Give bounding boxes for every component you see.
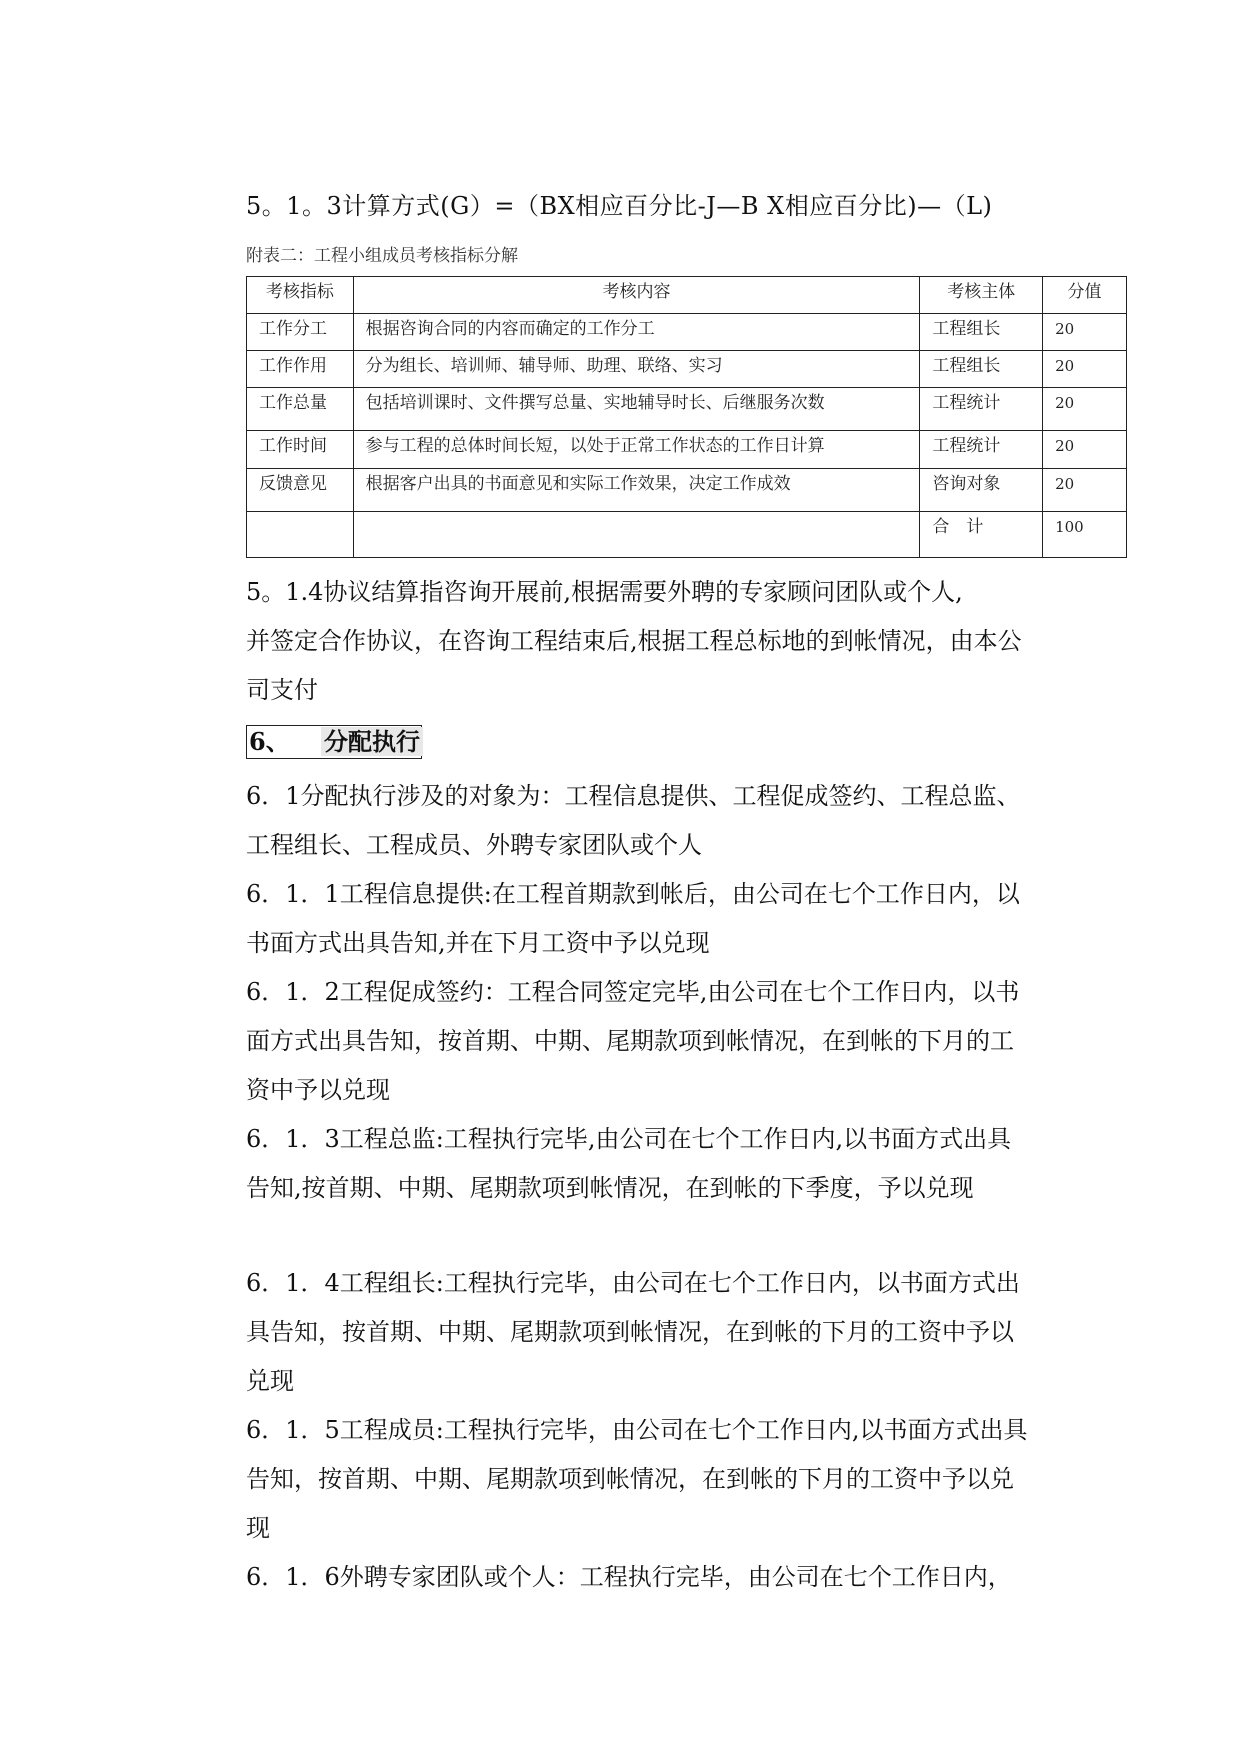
paragraph-line: 司支付 — [246, 676, 318, 704]
section-6-1 — [246, 772, 1046, 870]
cell-content: 分为组长、培训师、辅导师、助理、联络、实习 — [353, 351, 920, 388]
section-6-1-2 — [246, 968, 1046, 1115]
heading-number: 6、 — [249, 727, 290, 756]
table-row — [247, 351, 1127, 388]
total-label: 合 计 — [920, 512, 1043, 558]
cell-empty — [353, 512, 920, 558]
header-indicator: 考核指标 — [247, 277, 354, 314]
table-row — [247, 314, 1127, 351]
header-subject: 考核主体 — [920, 277, 1043, 314]
cell-score: 20 — [1043, 388, 1127, 431]
section-6-1-3 — [246, 1115, 1046, 1213]
header-content: 考核内容 — [353, 277, 920, 314]
cell-score: 20 — [1043, 431, 1127, 469]
total-value: 100 — [1043, 512, 1127, 558]
table-row — [247, 431, 1127, 469]
paragraph-line: 6．1．1工程信息提供:在工程首期款到帐后，由公司在七个工作日内，以 — [246, 880, 1020, 908]
section-6-1-1 — [246, 870, 1046, 968]
cell-indicator: 工作分工 — [247, 314, 354, 351]
cell-subject: 工程统计 — [920, 431, 1043, 469]
paragraph-line: 6．1．3工程总监:工程执行完毕,由公司在七个工作日内,以书面方式出具 — [246, 1125, 1012, 1153]
cell-indicator: 工作作用 — [247, 351, 354, 388]
paragraph-line: 兑现 — [246, 1367, 294, 1395]
paragraph-line: 告知,按首期、中期、尾期款项到帐情况，在到帐的下季度，予以兑现 — [246, 1174, 974, 1202]
kpi-table — [246, 276, 1127, 558]
paragraph-line: 资中予以兑现 — [246, 1076, 390, 1104]
paragraph-line: 具告知，按首期、中期、尾期款项到帐情况，在到帐的下月的工资中予以 — [246, 1318, 1014, 1346]
cell-score: 20 — [1043, 351, 1127, 388]
cell-content: 包括培训课时、文件撰写总量、实地辅导时长、后继服务次数 — [353, 388, 920, 431]
section-6-1-5 — [246, 1406, 1046, 1553]
paragraph-line: 告知，按首期、中期、尾期款项到帐情况，在到帐的下月的工资中予以兑 — [246, 1465, 1014, 1493]
heading-title: 分配执行 — [321, 727, 423, 756]
cell-subject: 工程统计 — [920, 388, 1043, 431]
paragraph-line: 6．1分配执行涉及的对象为：工程信息提供、工程促成签约、工程总监、 — [246, 782, 1021, 810]
cell-subject: 工程组长 — [920, 314, 1043, 351]
header-score: 分值 — [1043, 277, 1127, 314]
paragraph-line: 6．1．2工程促成签约：工程合同签定完毕,由公司在七个工作日内，以书 — [246, 978, 1020, 1006]
cell-score: 20 — [1043, 469, 1127, 512]
table-total-row — [247, 512, 1127, 558]
cell-indicator: 工作总量 — [247, 388, 354, 431]
cell-content: 参与工程的总体时间长短，以处于正常工作状态的工作日计算 — [353, 431, 920, 469]
cell-content: 根据客户出具的书面意见和实际工作效果，决定工作成效 — [353, 469, 920, 512]
table-row — [247, 469, 1127, 512]
section-5-1-4 — [246, 568, 1046, 715]
paragraph-line: 6．1．5工程成员:工程执行完毕，由公司在七个工作日内,以书面方式出具 — [246, 1416, 1028, 1444]
paragraph-line: 6．1．6外聘专家团队或个人：工程执行完毕，由公司在七个工作日内， — [246, 1563, 1012, 1591]
calculation-formula: 5。1。3计算方式(G）=（BX相应百分比-J—B X相应百分比)—（L) — [246, 192, 993, 220]
paragraph-line: 5。1.4协议结算指咨询开展前,根据需要外聘的专家顾问团队或个人, — [246, 578, 963, 606]
cell-indicator: 反馈意见 — [247, 469, 354, 512]
paragraph-line: 面方式出具告知，按首期、中期、尾期款项到帐情况，在到帐的下月的工 — [246, 1027, 1014, 1055]
section-6-1-4 — [246, 1259, 1046, 1406]
section-6-1-6 — [246, 1553, 1046, 1602]
cell-score: 20 — [1043, 314, 1127, 351]
cell-subject: 咨询对象 — [920, 469, 1043, 512]
cell-subject: 工程组长 — [920, 351, 1043, 388]
cell-empty — [247, 512, 354, 558]
cell-indicator: 工作时间 — [247, 431, 354, 469]
paragraph-line: 工程组长、工程成员、外聘专家团队或个人 — [246, 831, 702, 859]
table-header-row — [247, 277, 1127, 314]
paragraph-line: 现 — [246, 1514, 270, 1542]
paragraph-line: 书面方式出具告知,并在下月工资中予以兑现 — [246, 929, 710, 957]
section-heading-6 — [246, 725, 422, 759]
paragraph-line: 并签定合作协议，在咨询工程结束后,根据工程总标地的到帐情况，由本公 — [246, 627, 1022, 655]
cell-content: 根据咨询合同的内容而确定的工作分工 — [353, 314, 920, 351]
paragraph-line: 6．1．4工程组长:工程执行完毕，由公司在七个工作日内，以书面方式出 — [246, 1269, 1020, 1297]
table-caption: 附表二：工程小组成员考核指标分解 — [246, 246, 518, 266]
table-row — [247, 388, 1127, 431]
